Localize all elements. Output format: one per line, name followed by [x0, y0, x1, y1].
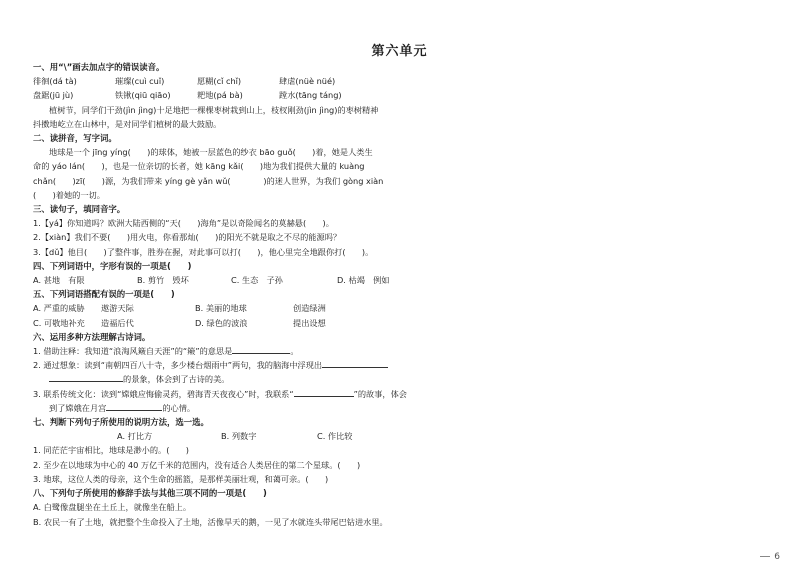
question-text: 的心情。: [162, 402, 196, 413]
option-c-phrase: 造福后代: [101, 317, 134, 328]
question-line: 3. 地球，这位人类的母亲，这个生命的摇篮，是那样美丽壮观，和蔼可亲。( ): [33, 473, 329, 484]
option-d: D. 绿色的波浪: [195, 317, 248, 328]
paragraph-line: 抖擞地屹立在山林中，是对同学们植树的最大鼓励。: [33, 118, 222, 129]
pinyin-item: 徘徊(dá tà): [33, 76, 77, 87]
answer-blank[interactable]: [294, 387, 354, 397]
option-c: C. 可敬地补充: [33, 317, 85, 328]
answer-blank[interactable]: [322, 358, 388, 368]
section-8-heading: 八、下列句子所使用的修辞手法与其他三项不同的一项是( ): [33, 488, 267, 499]
answer-blank[interactable]: [49, 372, 123, 382]
section-5: [33, 287, 754, 330]
answer-blank[interactable]: [232, 344, 290, 354]
question-text: 1. 借助注释：我知道“浪淘风簸自天涯”的“簸”的意思是: [33, 346, 233, 357]
question-line: 1. 同茫茫宇宙相比，地球是渺小的。( ): [33, 445, 189, 456]
option-a: A. 白鹭像盘腿坐在土丘上，就像坐在船上。: [33, 502, 192, 513]
question-line: 3.【dǔ】他目( )了整件事，胜券在握，对此事可以打( )，他心里完全地跟你打( )。: [33, 246, 374, 257]
options-row: [33, 273, 754, 287]
option-b: B. 美丽的地球: [195, 303, 247, 314]
pinyin-item: 蹚水(tāng táng): [279, 90, 342, 101]
pinyin-item: 铁锹(qiū qiāo): [115, 90, 171, 101]
unit-title: 第六单元: [371, 44, 428, 59]
option-d-phrase: 提出设想: [293, 317, 326, 328]
option-a: A. 打比方: [117, 431, 153, 442]
question-line: [33, 387, 754, 401]
options-row: [33, 301, 754, 315]
option-a: A. 严重的威胁: [33, 303, 85, 314]
section-3-heading: 三、读句子，填同音字。: [33, 204, 126, 215]
question-text: 2. 通过想象：读到“南朝四百八十寺，多少楼台烟雨中”两句，我的脑海中浮现出: [33, 360, 323, 371]
pinyin-item: 耙地(pá bà): [197, 90, 243, 101]
page-number-text: 6: [774, 552, 780, 562]
section-2: [33, 131, 754, 202]
pinyin-item: 肆虐(nüè nüé): [279, 76, 336, 87]
pinyin-item: 盘踞(jū jù): [33, 90, 74, 101]
pinyin-item: 璀璨(cuì cuǐ): [115, 76, 165, 87]
options-row: [33, 429, 754, 443]
pinyin-row-1: [33, 74, 754, 88]
question-line: [33, 344, 754, 358]
question-text: ”的故事，体会: [353, 388, 407, 399]
section-6-heading: 六、运用多种方法理解古诗词。: [33, 331, 151, 342]
paragraph-line: chǎn( )zī( )源，为我们带来 yíng gè yǎn wǔ( )的迷人世界，为我们 gòng xiàn: [33, 175, 384, 186]
question-line: 2.【xiàn】我们不要( )用火电，你看那灿( )的阳光不就是取之不尽的能源吗？: [33, 232, 342, 243]
pinyin-item: 愿糊(cǐ chǐ): [197, 76, 242, 87]
section-3: [33, 202, 754, 259]
question-line: [33, 372, 754, 386]
paragraph-line: ( )着她的一切。: [33, 189, 105, 200]
option-a-phrase: 遨游天际: [101, 303, 134, 314]
page-number: [760, 552, 780, 562]
question-line: [33, 358, 754, 372]
page-number-dash: [760, 556, 770, 557]
question-text: 的景象，体会到了古诗的美。: [123, 374, 230, 385]
section-1: [33, 60, 754, 131]
options-row: [33, 316, 754, 330]
section-6: [33, 330, 754, 415]
question-line: 1.【yá】你知道吗？欧洲大陆西侧的“天( )海角”是以奇险闻名的莫赫悬( )。: [33, 218, 334, 229]
pinyin-row-2: [33, 88, 754, 102]
question-text: 。: [290, 346, 299, 357]
question-line: [33, 401, 754, 415]
paragraph-line: 命的 yáo lán( )，也是一位亲切的长者，她 kāng kǎi( )地为我们提供大量的 kuàng: [33, 161, 365, 172]
option-d: D. 枯竭 例如: [337, 275, 390, 286]
section-7: [33, 415, 754, 486]
paragraph-line: 植树节，同学们干劲(jìn jìng)十足地把一棵棵枣树栽到山上，枝杈刚劲(jìn jìng)的枣树精神: [49, 104, 379, 115]
section-8: [33, 486, 754, 529]
option-b: B. 农民一有了土地，就把整个生命投入了土地，活像旱天的鹅，一见了水就连头带尾巴钻进水里。: [33, 516, 388, 527]
question-text: 3. 联系传统文化：读到“嫦娥应悔偷灵药，碧海青天夜夜心”时，我联系“: [33, 388, 294, 399]
section-4: [33, 259, 754, 287]
answer-blank[interactable]: [106, 401, 162, 411]
section-4-heading: 四、下列词语中，字形有误的一项是( ): [33, 260, 192, 271]
section-5-heading: 五、下列词语搭配有误的一项是( ): [33, 289, 175, 300]
option-c: C. 作比较: [317, 431, 353, 442]
section-7-heading: 七、判断下列句子所使用的说明方法，选一选。: [33, 417, 209, 428]
option-b: B. 列数字: [221, 431, 257, 442]
option-c: C. 生态 子孙: [231, 275, 283, 286]
section-2-heading: 二、读拼音，写字词。: [33, 133, 117, 144]
option-b-phrase: 创造绿洲: [293, 303, 326, 314]
section-1-heading: 一、用“\”画去加点字的错误读音。: [33, 62, 165, 72]
option-a: A. 甚地 有限: [33, 275, 85, 286]
question-text: 到了嫦娥在月宫: [49, 402, 107, 413]
option-b: B. 剪竹 毁坏: [137, 275, 189, 286]
question-line: 2. 至少在以地球为中心的 40 万亿千米的范围内，没有适合人类居住的第二个星球。( ): [33, 459, 361, 470]
paragraph-line: 地球是一个 jīng yíng( )的球体，她被一层蓝色的纱衣 bāo guǒ( )着，她是人类生: [49, 147, 373, 158]
